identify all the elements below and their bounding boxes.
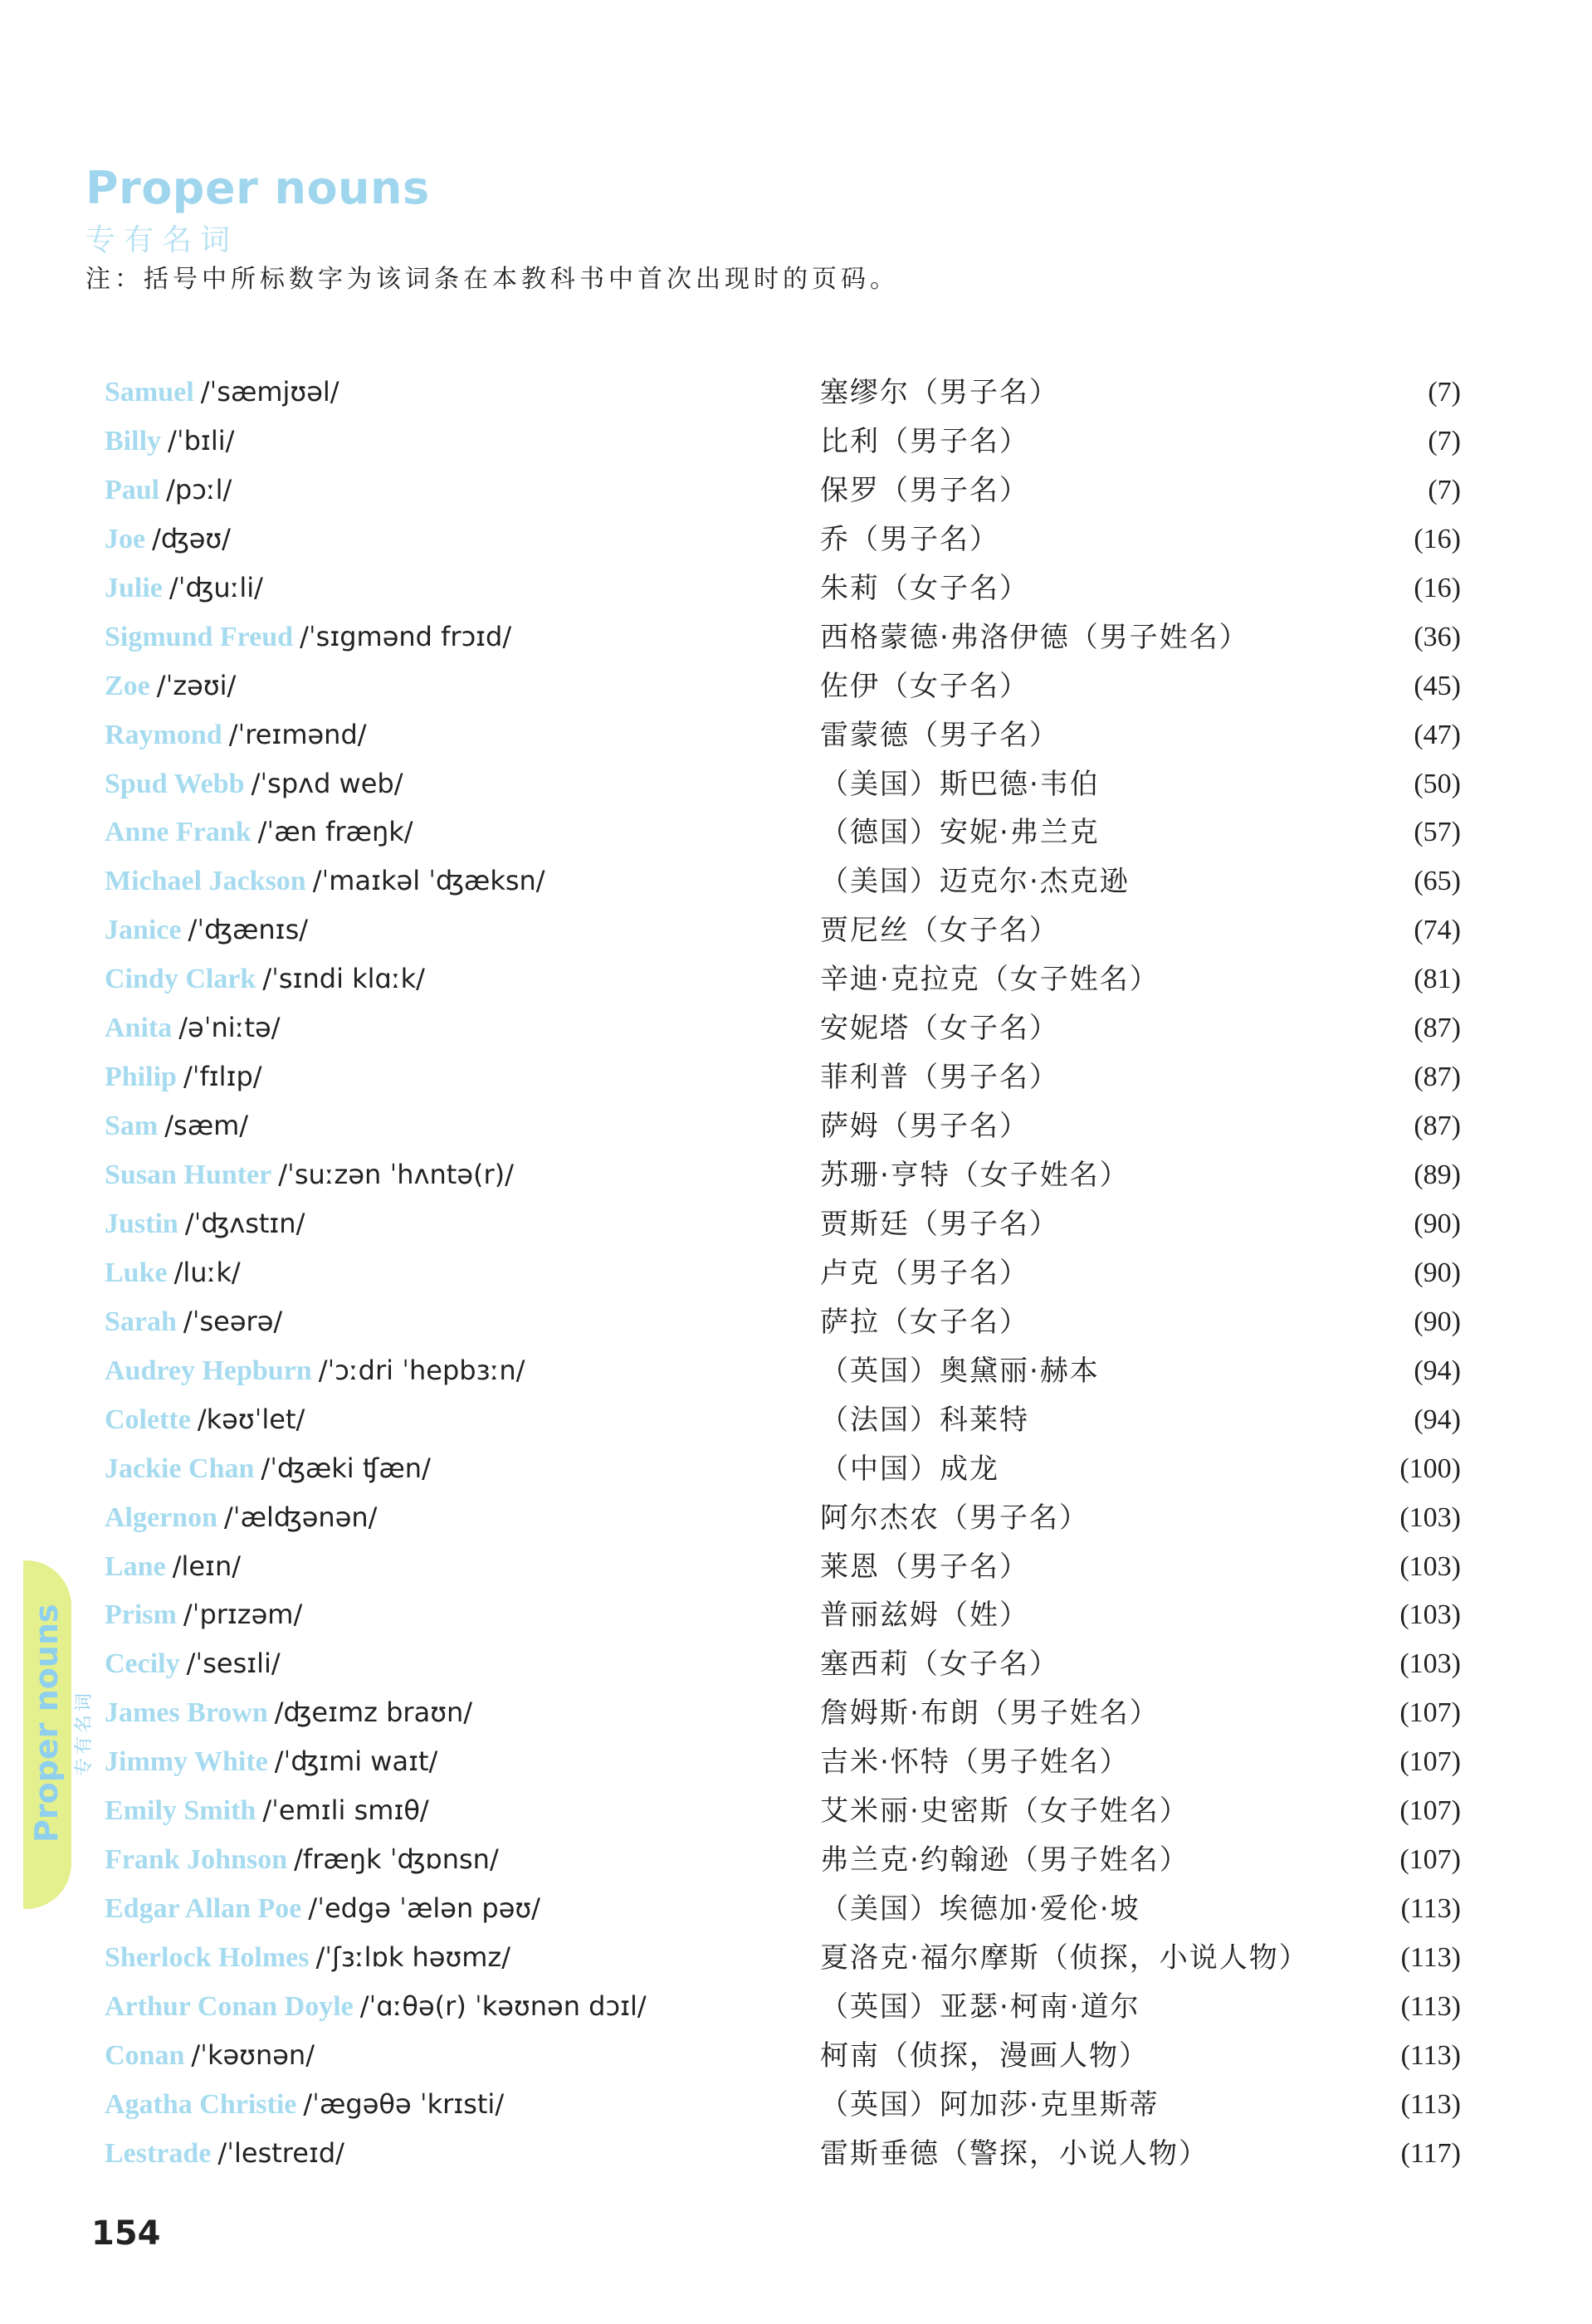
entry-word: Joe (105, 523, 146, 554)
entry-word: James Brown (105, 1697, 268, 1729)
entry-page: (107) (1399, 1746, 1461, 1778)
entry-ipa: /ˈspʌd web/ (251, 767, 403, 799)
list-item (0, 1843, 1592, 1895)
entry-meaning: 西格蒙德·弗洛伊德（男子姓名） (820, 620, 1249, 654)
entry-meaning: 吉米·怀特（男子姓名） (820, 1745, 1130, 1780)
entry-term (105, 1305, 283, 1337)
page-subtitle: 专有名词 (85, 223, 239, 257)
entry-ipa: /ˈmaɪkəl ˈʤæksn/ (312, 865, 545, 897)
entry-page: (87) (1414, 1013, 1461, 1044)
entry-word: Jimmy White (105, 1746, 268, 1778)
entry-page: (65) (1414, 866, 1461, 897)
entry-meaning: 莱恩（男子名） (820, 1550, 1029, 1584)
list-item (0, 1745, 1592, 1797)
list-item (0, 1892, 1592, 1944)
entry-term (105, 1990, 647, 2022)
page-number: 154 (91, 2214, 161, 2253)
entry-term (105, 1650, 281, 1678)
entry-meaning: 萨姆（男子名） (820, 1110, 1029, 1144)
entry-ipa: /ʤəʊ/ (152, 522, 231, 554)
list-item (0, 1256, 1592, 1308)
entry-page: (90) (1414, 1306, 1461, 1337)
list-item (0, 1990, 1592, 2042)
entry-page: (90) (1414, 1208, 1461, 1239)
entry-ipa: /ˈʤʌstɪn/ (184, 1207, 305, 1239)
entry-page: (103) (1399, 1648, 1461, 1680)
entry-word: Edgar Allan Poe (105, 1893, 302, 1925)
entry-meaning: （美国）斯巴德·韦伯 (820, 767, 1100, 801)
entry-term (105, 1014, 280, 1042)
entry-term (105, 1501, 378, 1533)
entry-page: (113) (1400, 1990, 1461, 2022)
entry-ipa: /ˈreɪmənd/ (228, 718, 367, 750)
entry-term (105, 424, 235, 456)
entry-page: (103) (1399, 1550, 1461, 1582)
list-item (0, 1112, 1592, 1161)
entry-term (105, 2038, 315, 2071)
entry-term (105, 2087, 505, 2120)
entry-word: Jackie Chan (105, 1452, 255, 1484)
entry-word: Justin (105, 1208, 178, 1239)
entry-meaning: 卢克（男子名） (820, 1256, 1029, 1290)
entry-ipa: /ˈzəʊi/ (156, 669, 237, 701)
entry-ipa: /ˈemɪli smɪθ/ (262, 1794, 429, 1827)
entry-word: Zoe (105, 670, 150, 701)
entry-meaning: 贾斯廷（男子名） (820, 1207, 1059, 1241)
entry-term (105, 1550, 241, 1582)
entry-term (105, 1892, 540, 1925)
entry-meaning: （英国）阿加莎·克里斯蒂 (820, 2087, 1160, 2121)
entry-meaning: 乔（男子名） (820, 522, 999, 556)
entry-ipa: /ˈprɪzəm/ (183, 1599, 303, 1631)
entry-page: (7) (1428, 425, 1461, 456)
entry-ipa: /ˈælʤənən/ (224, 1501, 378, 1533)
entry-page: (107) (1399, 1795, 1461, 1827)
entry-page: (7) (1428, 377, 1461, 408)
entry-ipa: /ˈʤæki ʧæn/ (261, 1452, 431, 1484)
entry-term (105, 1699, 472, 1727)
list-item (0, 2136, 1592, 2189)
entry-meaning: （英国）亚瑟·柯南·道尔 (820, 1990, 1140, 2024)
entry-word: Sherlock Holmes (105, 1942, 310, 1973)
entry-term (105, 818, 413, 847)
list-item (0, 1650, 1592, 1699)
entry-word: Paul (105, 474, 160, 505)
entry-meaning: 雷斯垂德（警探，小说人物） (820, 2136, 1209, 2170)
entry-ipa: /ˈsɪndi klɑːk/ (262, 963, 425, 995)
entry-meaning: 比利（男子名） (820, 424, 1029, 458)
entry-word: Michael Jackson (105, 866, 306, 897)
list-item (0, 1305, 1592, 1357)
entry-meaning: （美国）埃德加·爱伦·坡 (820, 1892, 1140, 1926)
entry-page: (90) (1414, 1257, 1461, 1288)
entry-word: Sam (105, 1111, 159, 1142)
entry-word: Anne Frank (105, 817, 251, 848)
entry-word: Susan Hunter (105, 1160, 272, 1190)
list-item (0, 620, 1592, 672)
entry-word: Prism (105, 1599, 177, 1631)
entry-ipa: /ˈæn fræŋk/ (257, 816, 413, 848)
entry-ipa: /ˈsuːzən ˈhʌntə(r)/ (278, 1159, 514, 1190)
entry-word: Janice (105, 915, 182, 946)
entry-term (105, 1256, 241, 1288)
entry-meaning: 佐伊（女子名） (820, 669, 1029, 703)
entry-term (105, 522, 231, 554)
entry-ipa: /ˈɔːdri ˈhepbɜːn/ (318, 1354, 525, 1386)
entry-page: (117) (1400, 2137, 1461, 2169)
list-item (0, 571, 1592, 623)
entry-page: (45) (1414, 670, 1461, 701)
list-item (0, 1452, 1592, 1504)
entry-ipa: /leɪn/ (172, 1550, 241, 1582)
entry-meaning: 塞缪尔（男子名） (820, 376, 1059, 409)
entry-meaning: 阿尔杰农（男子名） (820, 1501, 1089, 1535)
entry-word: Conan (105, 2039, 185, 2071)
entry-page: (100) (1399, 1452, 1461, 1484)
entry-page: (81) (1414, 964, 1461, 995)
entry-ipa: /ˈkəʊnən/ (191, 2038, 315, 2071)
entry-word: Colette (105, 1404, 191, 1435)
entry-term (105, 473, 232, 505)
list-item (0, 1161, 1592, 1210)
entry-ipa: /ˈlestreɪd/ (217, 2136, 344, 2169)
list-item (0, 473, 1592, 525)
entry-word: Sarah (105, 1306, 177, 1337)
entry-ipa: /fræŋk ˈʤɒnsn/ (294, 1843, 499, 1876)
entry-word: Arthur Conan Doyle (105, 1990, 354, 2022)
entry-word: Raymond (105, 719, 222, 750)
list-item (0, 1014, 1592, 1063)
entry-page: (50) (1414, 768, 1461, 799)
entry-term (105, 1112, 248, 1140)
entry-meaning: 塞西莉（女子名） (820, 1648, 1059, 1682)
entry-term (105, 620, 512, 652)
entry-ipa: /sæm/ (164, 1110, 249, 1142)
entry-meaning: 萨拉（女子名） (820, 1305, 1029, 1339)
entry-page: (107) (1399, 1697, 1461, 1729)
list-item (0, 818, 1592, 867)
entry-page: (103) (1399, 1501, 1461, 1533)
entry-page: (16) (1414, 572, 1461, 603)
list-item (0, 1063, 1592, 1112)
entry-page: (103) (1399, 1599, 1461, 1631)
entry-page: (36) (1414, 621, 1461, 652)
entry-ipa: /ˈsɪgmənd frɔɪd/ (300, 620, 512, 652)
list-item (0, 2038, 1592, 2091)
entry-ipa: /ˈseərə/ (183, 1305, 283, 1337)
entry-meaning: 詹姆斯·布朗（男子姓名） (820, 1697, 1160, 1731)
entry-term (105, 867, 545, 896)
list-item (0, 1699, 1592, 1748)
entry-meaning: 朱莉（女子名） (820, 571, 1029, 605)
entry-page: (113) (1400, 1893, 1461, 1925)
entry-meaning: 辛迪·克拉克（女子姓名） (820, 963, 1160, 997)
entry-ipa: /ˈʤɪmi waɪt/ (274, 1745, 438, 1778)
entry-word: Luke (105, 1257, 168, 1288)
entry-term (105, 1843, 499, 1876)
entry-meaning: （英国）奥黛丽·赫本 (820, 1354, 1100, 1388)
entry-term (105, 1354, 525, 1386)
list-item (0, 916, 1592, 965)
entry-ipa: /ˈʤænɪs/ (188, 914, 309, 946)
entry-ipa: /ʤeɪmz braʊn/ (274, 1697, 473, 1729)
list-item (0, 1403, 1592, 1455)
entry-ipa: /ˈedgə ˈælən pəʊ/ (308, 1892, 540, 1925)
entry-word: Audrey Hepburn (105, 1355, 312, 1386)
entry-term (105, 718, 367, 750)
entry-term (105, 1207, 305, 1239)
page-heading (85, 162, 430, 257)
entry-word: Julie (105, 572, 163, 603)
entry-term (105, 1452, 431, 1484)
entry-page: (94) (1414, 1404, 1461, 1435)
entry-page: (87) (1414, 1111, 1461, 1142)
list-item (0, 1794, 1592, 1846)
entry-meaning: 保罗（男子名） (820, 473, 1029, 507)
entry-term (105, 2136, 344, 2169)
entry-meaning: 苏珊·亨特（女子姓名） (820, 1159, 1130, 1192)
entry-meaning: （德国）安妮·弗兰克 (820, 816, 1100, 850)
entry-term (105, 571, 263, 603)
entry-word: Agatha Christie (105, 2088, 297, 2120)
entry-term (105, 1745, 438, 1778)
list-item (0, 522, 1592, 574)
list-item (0, 1501, 1592, 1553)
entry-word: Philip (105, 1062, 177, 1093)
list-item (0, 1550, 1592, 1602)
list-item (0, 1207, 1592, 1259)
entry-term (105, 669, 237, 701)
entry-term (105, 916, 308, 945)
entry-ipa: /ˈfɪlɪp/ (183, 1061, 262, 1093)
entry-page: (113) (1400, 2088, 1461, 2120)
entry-term (105, 1601, 302, 1629)
entry-term (105, 1063, 262, 1091)
entry-ipa: /əˈniːtə/ (178, 1012, 281, 1044)
entry-word: Samuel (105, 377, 194, 408)
entry-term (105, 1403, 305, 1435)
entry-page: (47) (1414, 719, 1461, 750)
entry-word: Sigmund Freud (105, 621, 294, 652)
list-item (0, 1354, 1592, 1406)
entry-term (105, 767, 403, 799)
page-note: 注：括号中所标数字为该词条在本教科书中首次出现时的页码。 (85, 265, 899, 294)
entry-page: (113) (1400, 2039, 1461, 2071)
entry-word: Emily Smith (105, 1795, 256, 1827)
entry-meaning: 安妮塔（女子名） (820, 1012, 1059, 1046)
entry-meaning: 弗兰克·约翰逊（男子姓名） (820, 1843, 1189, 1877)
list-item (0, 718, 1592, 770)
entry-meaning: 普丽兹姆（姓） (820, 1599, 1029, 1633)
entry-ipa: /kəʊˈlet/ (197, 1403, 305, 1435)
entry-ipa: /ˈsæmjʊəl/ (200, 376, 339, 408)
entry-word: Frank Johnson (105, 1844, 288, 1876)
entry-meaning: （美国）迈克尔·杰克逊 (820, 865, 1130, 899)
list-item (0, 1941, 1592, 1993)
entry-term (105, 1941, 510, 1973)
list-item (0, 2087, 1592, 2140)
list-item (0, 378, 1592, 427)
entry-ipa: /ˈʤuːli/ (168, 571, 263, 603)
entry-meaning: （中国）成龙 (820, 1452, 999, 1486)
entry-word: Billy (105, 425, 162, 456)
entry-page: (74) (1414, 915, 1461, 946)
entry-page: (57) (1414, 817, 1461, 848)
entry-ipa: /ˈɑːθə(r) ˈkəʊnən dɔɪl/ (359, 1990, 647, 2022)
entry-page: (113) (1400, 1942, 1461, 1973)
page-title: Proper nouns (85, 162, 430, 214)
list-item (0, 669, 1592, 721)
entry-term (105, 1161, 514, 1189)
entry-meaning: 夏洛克·福尔摩斯（侦探，小说人物） (820, 1941, 1309, 1975)
entry-word: Lestrade (105, 2137, 212, 2169)
entry-page: (94) (1414, 1355, 1461, 1386)
entry-meaning: 菲利普（男子名） (820, 1061, 1059, 1095)
list-item (0, 767, 1592, 819)
entry-word: Cecily (105, 1648, 180, 1680)
side-tab-subtitle: 专有名词 (74, 1689, 95, 1776)
list-item (0, 1601, 1592, 1650)
entry-page: (87) (1414, 1062, 1461, 1093)
entry-ipa: /ˈʃɜːlɒk həʊmz/ (315, 1941, 510, 1973)
entry-word: Cindy Clark (105, 964, 256, 995)
entry-page: (107) (1399, 1844, 1461, 1876)
entry-word: Lane (105, 1550, 166, 1582)
entry-ipa: /ˈbɪli/ (168, 424, 235, 456)
entry-page: (16) (1414, 523, 1461, 554)
entry-ipa: /pɔːl/ (166, 473, 232, 505)
list-item (0, 424, 1592, 476)
entry-word: Spud Webb (105, 768, 245, 799)
entry-word: Anita (105, 1013, 173, 1044)
entry-ipa: /luːk/ (173, 1256, 241, 1288)
entry-meaning: 贾尼丝（女子名） (820, 914, 1059, 948)
list-item (0, 965, 1592, 1014)
entry-meaning: 柯南（侦探，漫画人物） (820, 2038, 1149, 2073)
entry-term (105, 965, 425, 994)
entry-ipa: /ˈægəθə ˈkrɪsti/ (303, 2087, 505, 2120)
entry-meaning: （法国）科莱特 (820, 1403, 1029, 1437)
side-tab-title: Proper nouns (28, 1604, 65, 1843)
entry-term (105, 1794, 429, 1827)
entry-word: Algernon (105, 1501, 217, 1533)
proper-nouns-list (0, 378, 1592, 2189)
entry-page: (7) (1428, 474, 1461, 505)
entry-ipa: /ˈsesɪli/ (186, 1648, 281, 1680)
entry-term (105, 378, 339, 407)
entry-page: (89) (1414, 1160, 1461, 1190)
entry-meaning: 雷蒙德（男子名） (820, 718, 1059, 752)
list-item (0, 867, 1592, 916)
entry-meaning: 艾米丽·史密斯（女子姓名） (820, 1794, 1189, 1828)
